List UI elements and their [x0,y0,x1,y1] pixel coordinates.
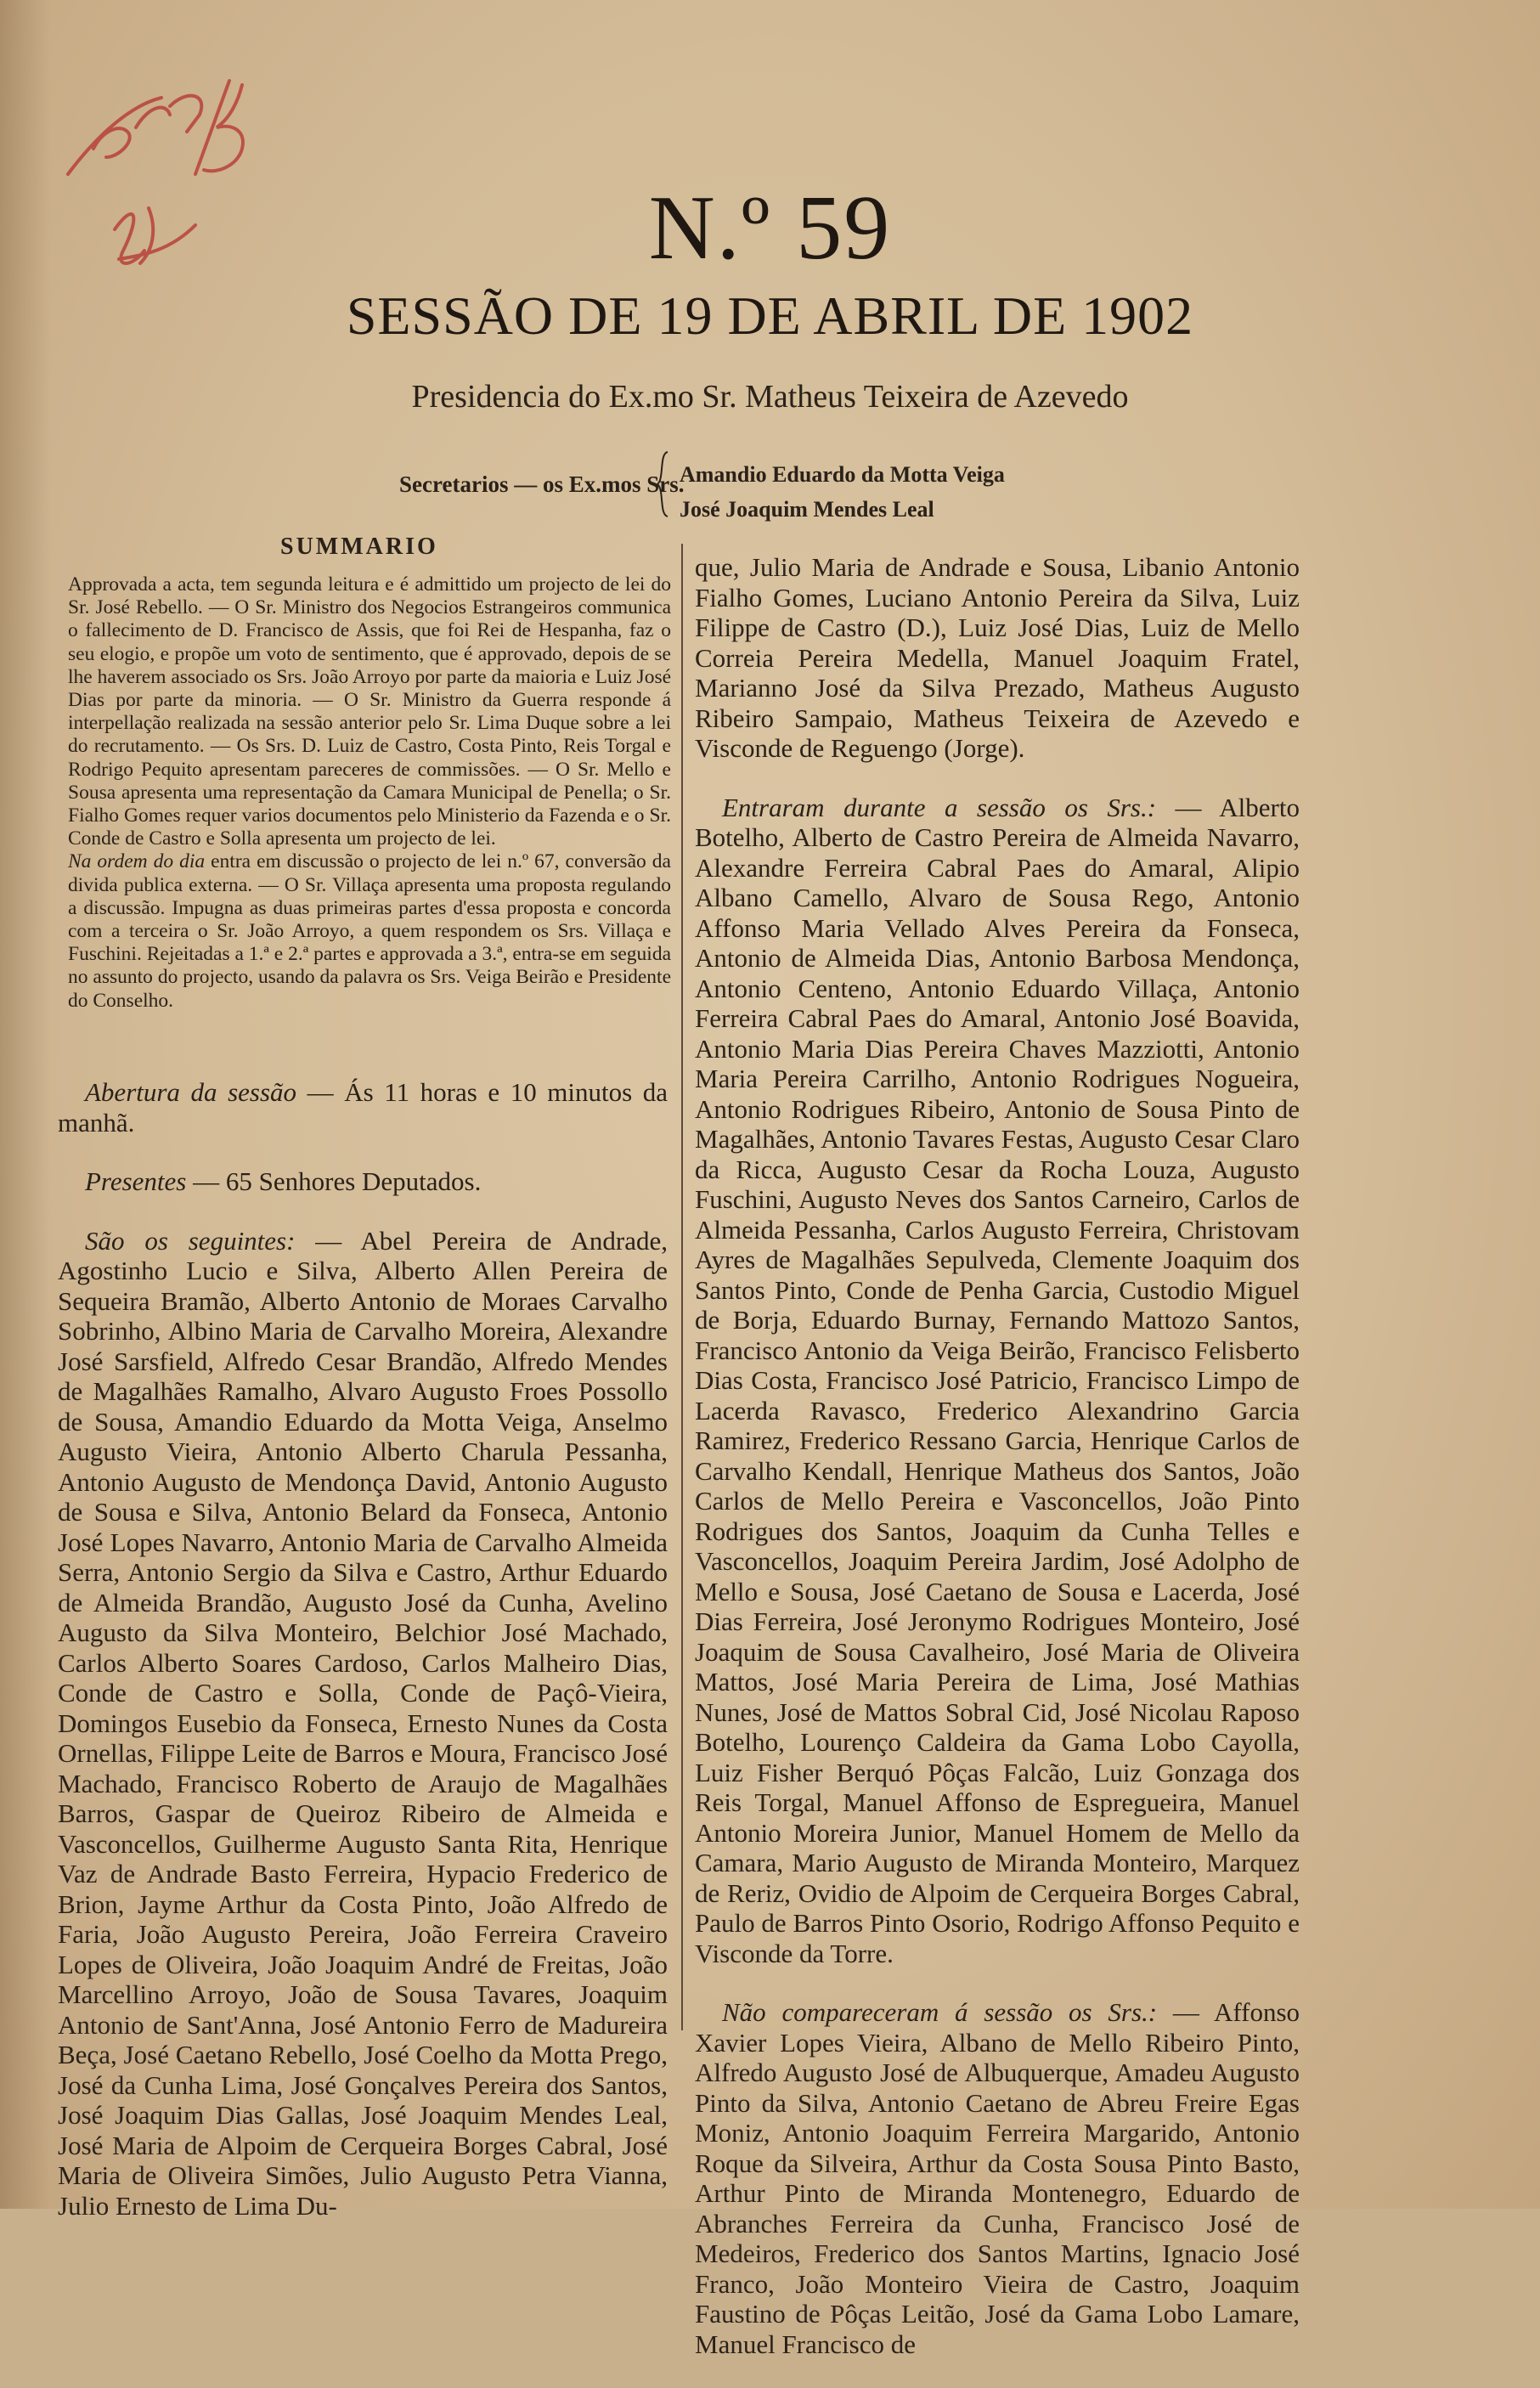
summary-title: SUMMARIO [280,533,438,560]
summary-text [68,573,671,1013]
order-of-day-text: entra em discussão o projecto de lei n.º 67, conversão da divida publica externa. — O Sr. Villaça apresenta uma proposta regulando a discussão. Impugna as duas primeiras partes d'essa proposta e concorda com a terceira o Sr. João Arroyo, a quem respondem os Srs. Villaça e Fuschini. Rejeitadas a 1.ª e 2.ª partes e approvada a 3.ª, entra-se em seguida no assunto do projecto, usando da palavra os Srs. Veiga Beirão e Presidente do Conselho. [68,850,671,1012]
summary-paragraph: Approvada a acta, tem segunda leitura e é admittido um projecto de lei do Sr. José Rebello. — O Sr. Ministro dos Negocios Estrangeiros communica o fallecimento de D. Francisco de Assis, que foi Rei de Hespanha, faz o seu elogio, e propõe um voto de sentimento, que é approvado, depois de se lhe haverem associado os Srs. João Arroyo por parte da maioria e Luiz José Dias por parte da minoria. — O Sr. Ministro da Guerra responde á interpellação realizada na sessão anterior pelo Sr. Lima Duque sobre a lei do recrutamento. — Os Srs. D. Luiz de Castro, Costa Pinto, Reis Torgal e Rodrigo Pequito apresentam pareceres de commissões. — O Sr. Mello e Sousa apresenta uma representação da Camara Municipal de Penella; o Sr. Fialho Gomes requer varios documentos pelo Ministerio da Fazenda e o Sr. Conde de Castro e Solla apresenta um projecto de lei. [68,573,672,850]
entered-lead: Entraram durante a sessão os Srs.: [722,792,1157,822]
secretary-1: Amandio Eduardo da Motta Veiga [680,462,1005,487]
presidency-line: Presidencia do Ex.mo Sr. Matheus Teixeira de Azevedo [411,379,1129,415]
order-of-day-lead: Na ordem do dia [68,850,206,873]
secretaries-label: Secretarios — os Ex.mos Srs. [399,471,685,497]
attendees-paragraph [58,1226,668,2221]
absent-paragraph [695,1997,1300,2359]
column-divider [681,544,683,2030]
present-paragraph [58,1166,668,1197]
secretaries-names [680,457,1005,527]
secretary-2: José Joaquim Mendes Leal [680,497,934,522]
session-title: SESSÃO DE 19 DE ABRIL DE 1902 [346,285,1194,346]
issue-number: N.º 59 [648,178,892,279]
continuation-paragraph: que, Julio Maria de Andrade e Sousa, Libanio Antonio Fialho Gomes, Luciano Antonio Pereira da Silva, Luiz Filippe de Castro (D.), Luiz José Dias, Luiz de Mello Correia Pereira Medella, Manuel Joaquim Fratel, Marianno José da Silva Prezado, Matheus Augusto Ribeiro Sampaio, Matheus Teixeira de Azevedo e Visconde de Reguengo (Jorge). [695,552,1300,763]
left-column [58,1077,668,2250]
attendees-lead: São os seguintes: [85,1225,296,1256]
present-text: — 65 Senhores Deputados. [186,1166,482,1196]
opening-lead: Abertura da sessão [85,1077,297,1107]
absent-list: — Affonso Xavier Lopes Vieira, Albano de Mello Ribeiro Pinto, Alfredo Augusto José de Albuquerque, Amadeu Augusto Pinto da Silva, Antonio Caetano de Abreu Freire Egas Moniz, Antonio Joaquim Ferreira Margarido, Antonio Roque da Silveira, Arthur da Costa Sousa Pinto Basto, Arthur Pinto de Miranda Montenegro, Eduardo de Abranches Ferreira da Cunha, Francisco José de Medeiros, Frederico dos Santos Martins, Ignacio José Franco, João Monteiro Vieira de Castro, Joaquim Faustino de Pôças Leitão, José da Gama Lobo Lamare, Manuel Francisco de [695,1997,1300,2359]
brace-icon [654,450,671,518]
opening-paragraph [58,1077,668,1138]
right-column [695,552,1300,2388]
entered-list: — Alberto Botelho, Alberto de Castro Pereira de Almeida Navarro, Alexandre Ferreira Cabral Paes do Amaral, Alipio Albano Camello, Alvaro de Sousa Rego, Antonio Affonso Maria Vellado Alves Pereira da Fonseca, Antonio de Almeida Dias, Antonio Barbosa Mendonça, Antonio Centeno, Antonio Eduardo Villaça, Antonio Ferreira Cabral Paes do Amaral, Antonio José Boavida, Antonio Maria Dias Pereira Chaves Mazziotti, Antonio Maria Pereira Carrilho, Antonio Rodrigues Nogueira, Antonio Rodrigues Ribeiro, Antonio de Sousa Pinto de Magalhães, Antonio Tavares Festas, Augusto Cesar Claro da Ricca, Augusto Cesar da Rocha Louza, Augusto Fuschini, Augusto Neves dos Santos Carneiro, Carlos de Almeida Pessanha, Carlos Augusto Ferreira, Christovam Ayres de Magalhães Sepulveda, Clemente Joaquim dos Santos Pinto, Conde de Penha Garcia, Custodio Miguel de Borja, Eduardo Burnay, Fernando Mattozo Santos, Francisco Antonio da Veiga Beirão, Francisco Felisberto Dias Costa, Francisco José Patricio, Francisco Limpo de Lacerda Ravasco, Frederico Alexandrino Garcia Ramirez, Frederico Ressano Garcia, Henrique Carlos de Carvalho Kendall, Henrique Matheus dos Santos, João Carlos de Mello Pereira e Vasconcellos, João Pinto Rodrigues dos Santos, Joaquim da Cunha Telles e Vasconcellos, Joaquim Pereira Jardim, José Adolpho de Mello e Sousa, José Caetano de Sousa e Lacerda, José Dias Ferreira, José Jeronymo Rodrigues Monteiro, José Joaquim de Sousa Cavalheiro, José Maria de Oliveira Mattos, José Maria Pereira de Lima, José Mathias Nunes, José de Mattos Sobral Cid, José Nicolau Raposo Botelho, Lourenço Caldeira da Gama Lobo Cayolla, Luiz Fisher Berquó Pôças Falcão, Luiz Gonzaga dos Reis Torgal, Manuel Affonso de Espregueira, Manuel Antonio Moreira Junior, Manuel Homem de Mello da Camara, Mario Augusto de Miranda Monteiro, Marquez de Reriz, Ovidio de Alpoim de Cerqueira Borges Cabral, Paulo de Barros Pinto Osorio, Rodrigo Affonso Pequito e Visconde da Torre. [695,792,1300,1968]
absent-lead: Não compareceram á sessão os Srs.: [722,1997,1158,2027]
summary-paragraph-order [68,850,671,1012]
attendees-list: — Abel Pereira de Andrade, Agostinho Lucio e Silva, Alberto Allen Pereira de Sequeira Bramão, Alberto Antonio de Moraes Carvalho Sobrinho, Albino Maria de Carvalho Moreira, Alexandre José Sarsfield, Alfredo Cesar Brandão, Alfredo Mendes de Magalhães Ramalho, Alvaro Augusto Froes Possollo de Sousa, Amandio Eduardo da Motta Veiga, Anselmo Augusto Vieira, Antonio Alberto Charula Pessanha, Antonio Augusto de Mendonça David, Antonio Augusto de Sousa e Silva, Antonio Belard da Fonseca, Antonio José Lopes Navarro, Antonio Maria de Carvalho Almeida Serra, Antonio Sergio da Silva e Castro, Arthur Eduardo de Almeida Brandão, Augusto José da Cunha, Avelino Augusto da Silva Monteiro, Belchior José Machado, Carlos Alberto Soares Cardoso, Carlos Malheiro Dias, Conde de Castro e Solla, Conde de Paçô-Vieira, Domingos Eusebio da Fonseca, Ernesto Nunes da Costa Ornellas, Filippe Leite de Barros e Moura, Francisco José Machado, Francisco Roberto de Araujo de Magalhães Barros, Gaspar de Queiroz Ribeiro de Almeida e Vasconcellos, Guilherme Augusto Santa Rita, Henrique Vaz de Andrade Basto Ferreira, Hypacio Frederico de Brion, Jayme Arthur da Costa Pinto, João Alfredo de Faria, João Augusto Pereira, João Ferreira Craveiro Lopes de Oliveira, João Joaquim André de Freitas, João Marcellino Arroyo, João de Sousa Tavares, Joaquim Antonio de Sant'Anna, José Antonio Ferro de Madureira Beça, José Caetano Rebello, José Coelho da Motta Prego, José da Cunha Lima, José Gonçalves Pereira dos Santos, José Joaquim Dias Gallas, José Joaquim Mendes Leal, José Maria de Alpoim de Cerqueira Borges Cabral, José Maria de Oliveira Simões, Julio Augusto Petra Vianna, Julio Ernesto de Lima Du- [58,1225,668,2221]
entered-paragraph [695,793,1300,1969]
present-lead: Presentes [85,1166,187,1196]
opening-text: — Ás 11 horas e 10 minutos da manhã. [58,1077,668,1138]
